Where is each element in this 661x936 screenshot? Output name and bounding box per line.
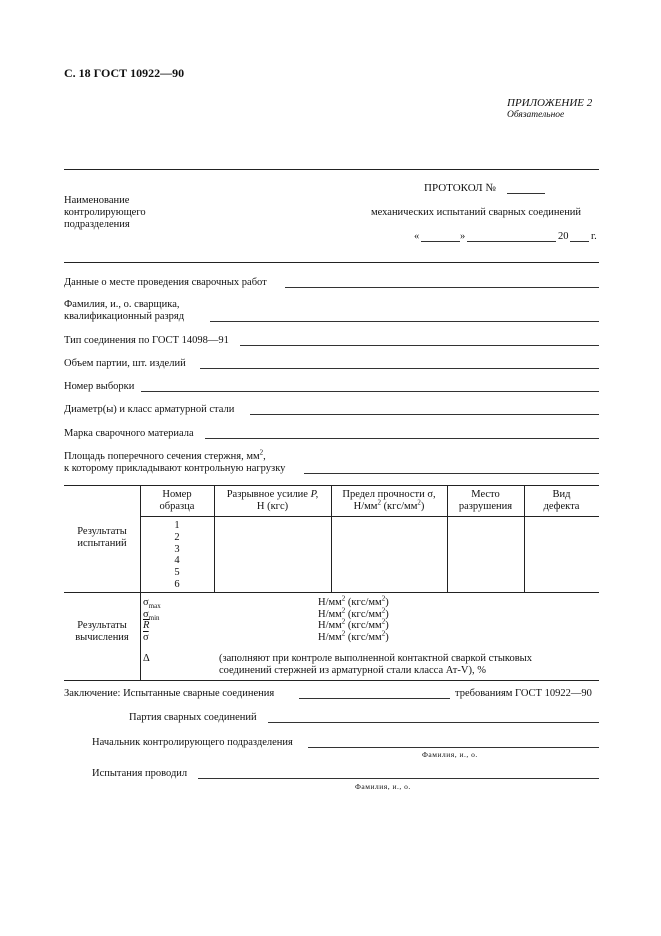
unit-sq: 2 [341,617,346,626]
area-superscript: 2 [259,448,264,457]
date-year-prefix: 20 [558,231,569,242]
col-strength-unit: Н/мм [353,501,378,512]
unit-text: Н/мм [318,620,342,631]
diameter-field[interactable] [250,414,599,415]
date-month-field[interactable] [467,241,556,242]
tested-by-signature-field[interactable] [198,778,599,779]
sigma-min-sub: min [148,614,160,623]
sample-row: 2 [174,531,180,543]
table-bottom-border [64,680,599,681]
delta-note-1: (заполняют при контроле выполненной контактной сваркой стыковых [219,653,532,664]
welder-label-2: квалификационный разряд [64,311,185,322]
batch-label: Партия сварных соединений [129,712,257,723]
tested-by-label: Испытания проводил [92,768,188,779]
col-place-line-2: разрушения [458,501,513,512]
col-strength-sq: 2 [377,498,381,507]
results-label [64,526,140,550]
unit-r-bar [318,617,389,632]
col-strength-line-2 [331,498,447,513]
col-force-header [214,489,331,513]
calc-label-2: вычисления [75,632,129,643]
protocol-title: ПРОТОКОЛ № [424,182,496,194]
sample-row: 6 [174,578,180,590]
col-strength-sq-alt: 2 [417,498,421,507]
col-sample-header [140,489,214,513]
sample-row: 4 [174,555,180,567]
separator-line [64,169,599,170]
sample-number-field[interactable] [141,391,599,392]
head-signature-field[interactable] [308,747,599,748]
col-defect-line-2: дефекта [543,501,580,512]
unit-text-alt: (кгс/мм [345,632,382,643]
date-year-field[interactable] [570,241,589,242]
area-label-text: Площадь поперечного сечения стержня, мм [64,451,260,462]
unit-close: ) [385,632,389,643]
unit-sq: 2 [341,629,346,638]
date-day-field[interactable] [421,241,460,242]
page-header: С. 18 ГОСТ 10922—90 [64,66,185,80]
diameter-label: Диаметр(ы) и класс арматурной стали [64,404,235,415]
unit-text: Н/мм [318,609,342,620]
unit-close: ) [385,609,389,620]
results-label-1: Результаты [77,526,127,537]
col-defect-line-1: Вид [552,489,571,500]
col-sample-line-2: образца [159,501,195,512]
date-year-suffix: г. [591,231,597,242]
col-force-line-2: Н (кгс) [256,501,289,512]
unit-close: ) [385,620,389,631]
col-force-symbol: P, [310,489,319,500]
tested-by-name-hint: Фамилия, и., о. [355,782,411,791]
batch-field[interactable] [268,722,599,723]
sigma-max-symbol [143,597,161,609]
col-force-line-1 [214,489,331,501]
col-place-header [447,489,524,513]
unit-text-alt: (кгс/мм [345,620,382,631]
unit-close: ) [385,597,389,608]
area-label-end: , [263,451,266,462]
org-label-3: подразделения [64,219,130,230]
area-label-2: к которому прикладывают контрольную нагрузку [64,463,286,474]
welding-place-field[interactable] [285,287,599,288]
sigma-max-sub: max [148,602,161,611]
material-label: Марка сварочного материала [64,428,194,439]
joint-type-field[interactable] [240,345,599,346]
conclusion-label: Заключение: Испытанные сварные соединения [64,688,275,699]
col-sample-line-1: Номер [162,489,192,500]
results-label-2: испытаний [77,538,127,549]
col-strength-unit-alt: (кгс/мм [380,501,418,512]
sample-row: 5 [174,567,180,579]
material-field[interactable] [205,438,599,439]
welder-label-1: Фамилия, и., о. сварщика, [64,299,180,310]
appendix-title: ПРИЛОЖЕНИЕ 2 [507,97,593,109]
date-close-quote: » [460,231,466,242]
separator-line [64,262,599,263]
unit-sigma-bar [318,629,389,644]
unit-sq-alt: 2 [381,617,386,626]
calc-label-1: Результаты [77,620,127,631]
unit-sq-alt: 2 [381,594,386,603]
appendix-status: Обязательное [507,110,565,120]
protocol-number-field[interactable] [507,193,545,194]
unit-sq-alt: 2 [381,629,386,638]
head-label: Начальник контролирующего подразделения [92,737,293,748]
col-strength-close: ) [420,501,425,512]
col-strength-header [331,489,447,513]
unit-text-alt: (кгс/мм [345,597,382,608]
sigma-char: σ [143,597,149,608]
sample-number-list [140,520,214,591]
sample-row: 3 [174,543,180,555]
batch-volume-label: Объем партии, шт. изделий [64,358,186,369]
area-label-1 [64,448,266,463]
unit-sq: 2 [341,606,346,615]
unit-text-alt: (кгс/мм [345,609,382,620]
conclusion-field[interactable] [299,698,450,699]
protocol-subtitle: механических испытаний сварных соединений [371,207,582,218]
joint-type-label: Тип соединения по ГОСТ 14098—91 [64,335,229,346]
sample-number-label: Номер выборки [64,381,135,392]
r-bar-symbol: $\overline{R}$ [143,620,150,631]
col-strength-line-1: Предел прочности σ, [342,489,436,500]
area-field[interactable] [304,473,599,474]
unit-sq: 2 [341,594,346,603]
table-header-border [140,516,599,517]
delta-symbol: Δ [143,653,150,664]
sigma-bar-symbol: $\overline{\sigma}$ [143,632,149,643]
table-section-border [64,592,599,593]
col-defect-header [524,489,599,513]
batch-volume-field[interactable] [200,368,599,369]
unit-text: Н/мм [318,597,342,608]
org-label-1: Наименование [64,195,130,206]
date-open-quote: « [414,231,420,242]
unit-sq-alt: 2 [381,606,386,615]
col-force-text: Разрывное усилие [226,489,308,500]
welding-place-label: Данные о месте проведения сварочных работ [64,277,267,288]
unit-sigma-max [318,594,389,609]
org-label-2: контролирующего [64,207,146,218]
welder-field[interactable] [210,321,599,322]
sigma-char: σ [143,609,149,620]
unit-text: Н/мм [318,632,342,643]
head-name-hint: Фамилия, и., о. [422,750,478,759]
calc-label [64,620,140,644]
sample-row: 1 [174,520,180,531]
delta-note-2: соединений стержней из арматурной стали класса Ат-V), % [219,665,486,676]
conclusion-requirements: требованиям ГОСТ 10922—90 [455,688,592,699]
col-place-line-1: Место [471,489,500,500]
